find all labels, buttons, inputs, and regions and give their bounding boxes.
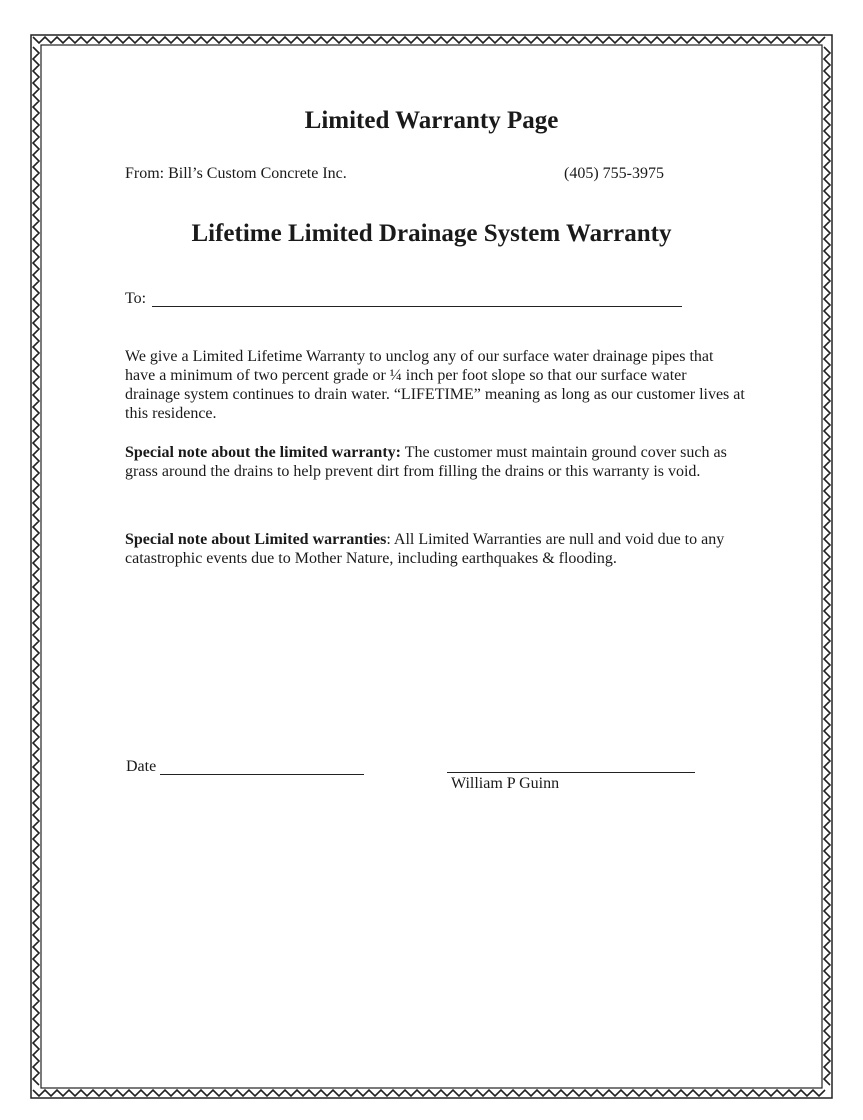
date-label: Date xyxy=(126,758,157,775)
page-title: Limited Warranty Page xyxy=(304,107,559,134)
phone-number: (405) 755-3975 xyxy=(564,165,664,182)
warranty-title: Lifetime Limited Drainage System Warranty xyxy=(191,220,672,247)
signature-line[interactable] xyxy=(447,772,695,773)
from-company: From: Bill’s Custom Concrete Inc. xyxy=(125,165,347,182)
note-heading: Special note about Limited warranties xyxy=(125,531,387,548)
limited-warranties-note xyxy=(125,530,745,568)
date-field[interactable] xyxy=(160,756,364,775)
note-text: The customer must maintain ground cover such as grass around the drains to help prevent dirt from filling the drains or this warranty is void. xyxy=(125,444,727,480)
signer-name: William P Guinn xyxy=(451,775,560,792)
to-label: To: xyxy=(125,290,147,307)
note-heading: Special note about the limited warranty: xyxy=(125,444,401,461)
limited-warranty-note xyxy=(125,443,745,481)
note-text: : All Limited Warranties are null and void due to any catastrophic events due to Mother Nature, including earthquakes & flooding. xyxy=(125,531,725,567)
warranty-paragraph: We give a Limited Lifetime Warranty to unclog any of our surface water drainage pipes that have a minimum of two percent grade or ¼ inch per foot slope so that our surface water drainage system continues to drain water. “LIFETIME” meaning as long as our customer lives at this residence. xyxy=(125,348,745,422)
to-recipient-field[interactable] xyxy=(152,288,682,307)
